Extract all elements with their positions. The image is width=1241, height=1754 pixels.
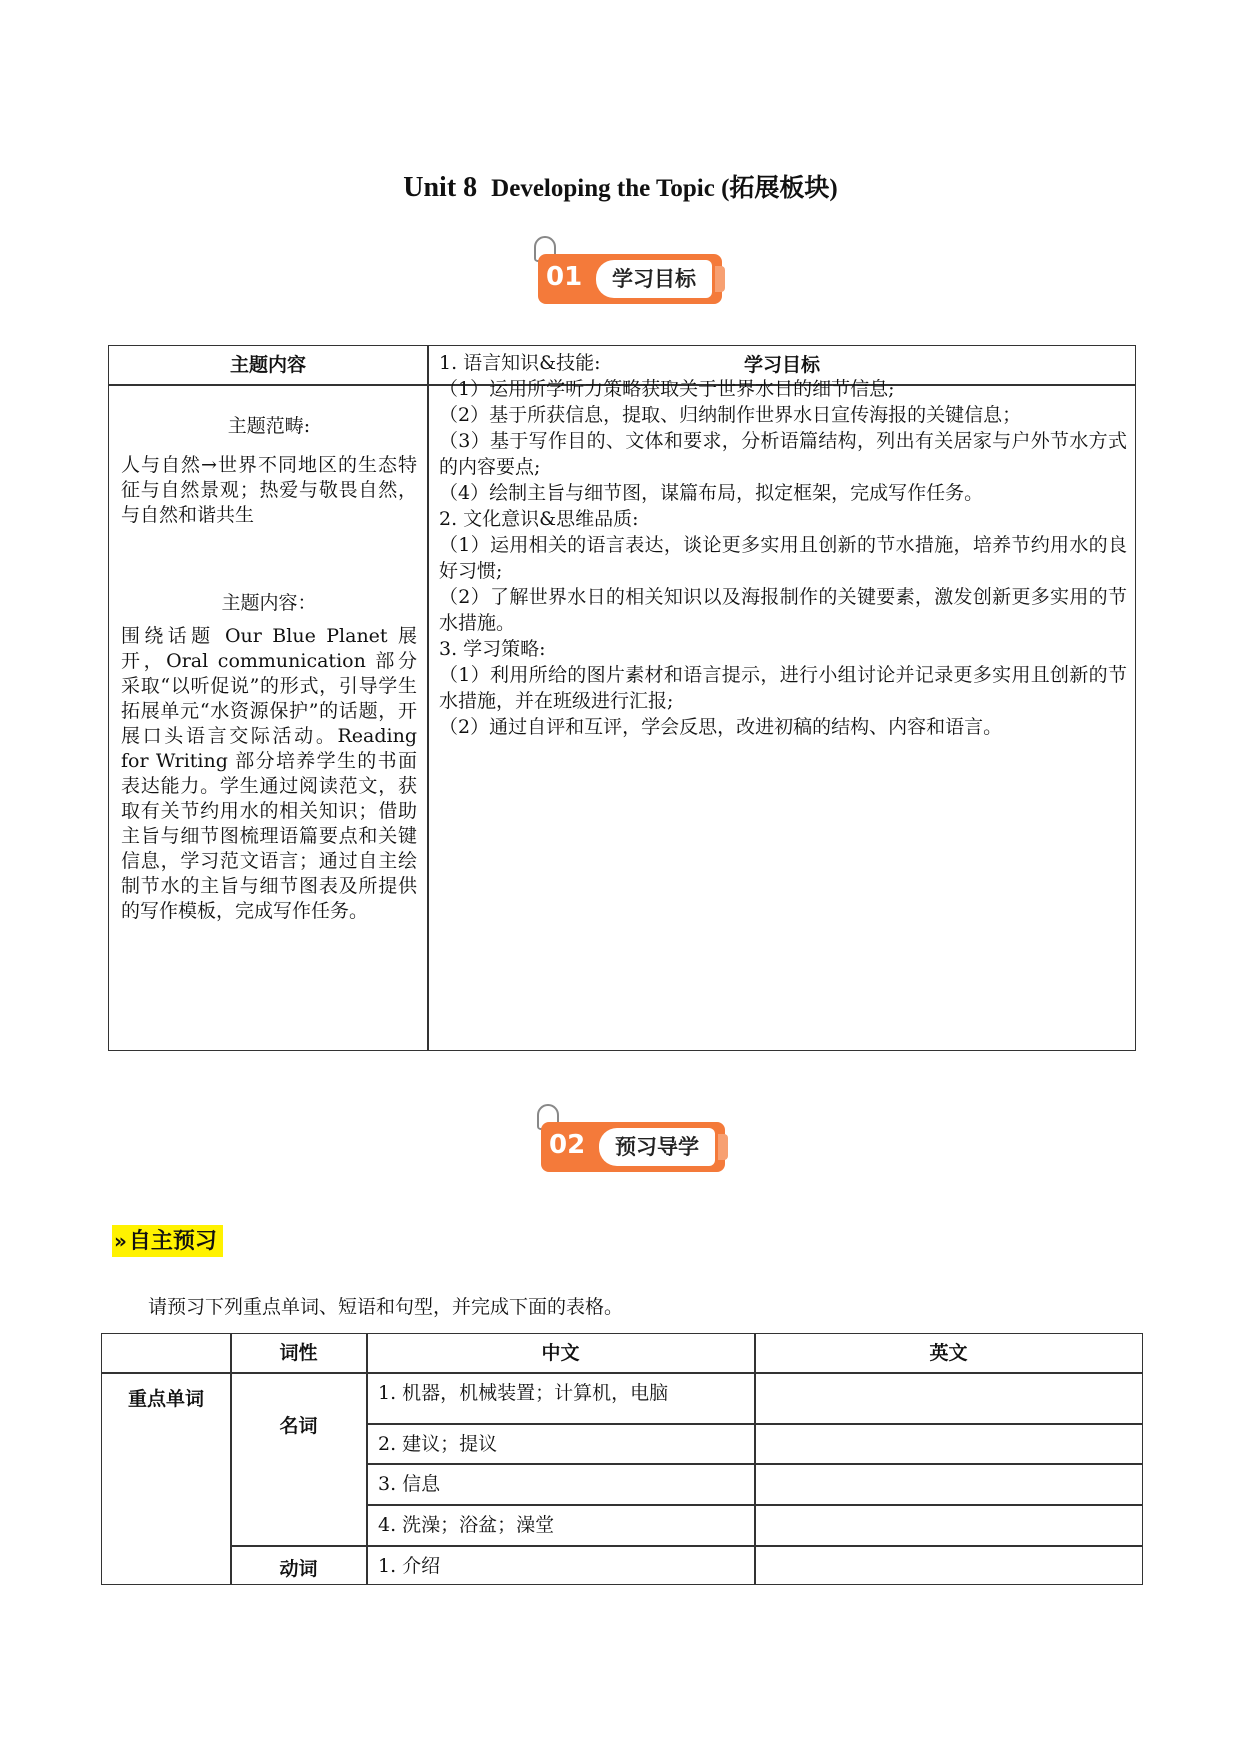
vocab-row-chinese: 3. 信息	[378, 1473, 441, 1495]
category-text: 人与自然→世界不同地区的生态特征与自然景观；热爱与敬畏自然，与自然和谐共生	[121, 454, 417, 526]
goal-line: （2）通过自评和互评，学会反思，改进初稿的结构、内容和语言。	[439, 716, 1003, 738]
header-goals: 学习目标	[743, 354, 820, 376]
goal-line: （2）了解世界水日的相关知识以及海报制作的关键要素，激发创新更多实用的节水措施。	[439, 586, 1127, 634]
goal-line: 3. 学习策略:	[439, 638, 546, 660]
goal-line: （1）利用所给的图片素材和语言提示，进行小组讨论并记录更多实用且创新的节水措施，并在班级进行汇报;	[439, 664, 1127, 712]
category-label: 主题范畴:	[227, 415, 311, 437]
header-pos: 词性	[279, 1342, 318, 1364]
goal-line: （1）运用所学听力策略获取关于世界水日的细节信息;	[439, 378, 895, 400]
header-english: 英文	[929, 1342, 968, 1364]
header-empty	[102, 1334, 230, 1372]
page-title	[0, 168, 1241, 204]
section-badge-objectives	[534, 236, 734, 311]
content-text: 围绕话题 Our Blue Planet 展开，Oral communication 部分采取“以听促说”的形式，引导学生拓展单元“水资源保护”的话题，开展口头语言交际活动。Reading for Writing 部分培养学生的书面表达能力。学生通过阅读范文，获取有关节约用水的相关知识；借助主旨与细节图梳理语篇要点和关键信息，学习范文语言；通过自主绘制节水的主旨与细节图表及所提供的写作模板，完成写作任务。	[121, 625, 417, 922]
topic-content-cell	[121, 396, 417, 924]
english-answer-cell[interactable]	[756, 1547, 1142, 1584]
self-study-heading	[112, 1225, 223, 1257]
vocab-row-chinese: 4. 洗澡；浴盆；澡堂	[378, 1514, 555, 1536]
title-rest: Developing the Topic (拓展板块)	[491, 175, 838, 202]
goal-line: （3）基于写作目的、文体和要求，分析语篇结构，列出有关居家与户外节水方式的内容要点;	[439, 430, 1127, 478]
badge-tail	[718, 1134, 728, 1160]
vocab-row-chinese: 1. 介绍	[378, 1555, 441, 1577]
english-answer-cell[interactable]	[756, 1506, 1142, 1545]
goal-line: 1. 语言知识&技能:	[439, 352, 601, 374]
english-answer-cell[interactable]	[756, 1465, 1142, 1504]
content-label: 主题内容：	[221, 592, 317, 614]
header-chinese: 中文	[541, 1342, 580, 1364]
pos-noun-label: 名词	[279, 1415, 318, 1437]
vocab-row-chinese: 1. 机器，机械装置；计算机，电脑	[378, 1382, 669, 1404]
table-divider	[427, 346, 429, 1050]
learning-goals-cell	[439, 350, 1127, 740]
english-answer-cell[interactable]	[756, 1374, 1142, 1423]
vocab-table	[101, 1333, 1143, 1585]
pos-verb-label: 动词	[279, 1558, 318, 1580]
badge-tail	[715, 266, 725, 292]
goal-line: （1）运用相关的语言表达，谈论更多实用且创新的节水措施，培养节约用水的良好习惯;	[439, 534, 1127, 582]
title-unit: Unit 8	[403, 172, 478, 203]
english-answer-cell[interactable]	[756, 1425, 1142, 1463]
section-badge-preview	[537, 1104, 737, 1179]
badge-label: 学习目标	[596, 260, 712, 298]
group-label: 重点单词	[127, 1388, 204, 1410]
header-topic: 主题内容	[229, 354, 306, 376]
self-study-heading-text: 自主预习	[128, 1229, 217, 1254]
objectives-table	[108, 345, 1136, 1051]
vocab-row-chinese: 2. 建议；提议	[378, 1433, 498, 1455]
goal-line: （4）绘制主旨与细节图，谋篇布局，拟定框架，完成写作任务。	[439, 482, 984, 504]
instruction-text: 请预习下列重点单词、短语和句型，并完成下面的表格。	[148, 1296, 624, 1318]
badge-number: 01	[546, 262, 583, 292]
badge-number: 02	[549, 1130, 586, 1160]
badge-label: 预习导学	[599, 1128, 715, 1166]
goal-line: （2）基于所获信息，提取、归纳制作世界水日宣传海报的关键信息；	[439, 404, 1022, 426]
goal-line: 2. 文化意识&思维品质:	[439, 508, 639, 530]
double-arrow-icon: »	[114, 1229, 127, 1253]
